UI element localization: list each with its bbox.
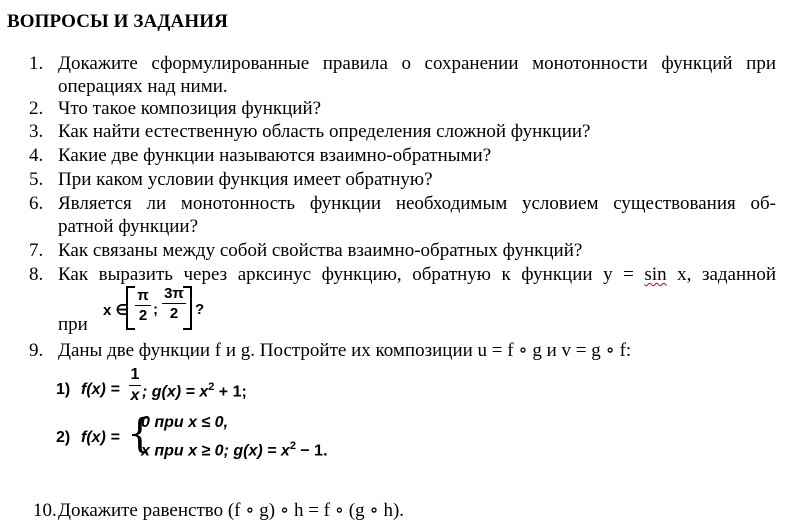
left-bracket xyxy=(126,286,135,330)
case-1: 0 при x ≤ 0, xyxy=(141,414,229,431)
item-text-line1: Является ли монотонность функции необходимым условием существования об- xyxy=(58,193,776,214)
sin-word: sin xyxy=(644,264,667,285)
item-number: 9. xyxy=(29,340,44,361)
f-def: f(x) = xyxy=(81,429,120,446)
item-number: 10. xyxy=(33,500,57,521)
g-def: ; $g(x) = x^2 + 1$; xyxy=(142,381,247,401)
item-number: 8. xyxy=(29,264,44,285)
f-def: f(x) = xyxy=(81,381,120,398)
item-number: 1. xyxy=(29,53,44,74)
item-number: 2. xyxy=(29,98,44,119)
item-text-line2: операциях над ними. xyxy=(58,76,228,97)
item-number: 6. xyxy=(29,193,44,214)
item-text-line1: Докажите сформулированные правила о сохранении монотонности функций при xyxy=(58,53,776,74)
item-number: 3. xyxy=(29,121,44,142)
item-text: Что такое композиция функций? xyxy=(58,98,322,119)
right-bracket xyxy=(183,286,192,330)
item-text: Какие две функции называются взаимно-обратными? xyxy=(58,145,492,166)
subitem-label: 2) xyxy=(56,429,71,446)
item-number: 7. xyxy=(29,240,44,261)
case-2: x при x ≥ 0; $g(x) = x^2 - 1$. xyxy=(141,440,328,460)
fraction-3pi-over-2: 3π 2 xyxy=(162,285,186,322)
curly-brace: { xyxy=(127,411,153,457)
section-heading: ВОПРОСЫ И ЗАДАНИЯ xyxy=(7,11,228,32)
separator: ; xyxy=(153,301,158,318)
fraction-1-over-x: 1 x xyxy=(130,366,140,404)
item-text: Как найти естественную область определения сложной функции? xyxy=(58,121,591,142)
x-in-symbol: x ∈ xyxy=(103,302,129,319)
fraction-pi-over-2: π 2 xyxy=(135,287,151,324)
item-text-line2: ратной функции? xyxy=(58,216,199,237)
item-text: При каком условии функция имеет обратную? xyxy=(58,169,433,190)
item-text-line1: Как выразить через арксинус функцию, обратную к функции y = sin x, заданной xyxy=(58,264,776,285)
question-mark: ? xyxy=(195,301,205,318)
item-text: Докажите равенство (f ∘ g) ∘ h = f ∘ (g ∘ h). xyxy=(58,500,405,521)
item-text: Даны две функции f и g. Постройте их композиции u = f ∘ g и v = g ∘ f: xyxy=(58,340,632,361)
item-number: 4. xyxy=(29,145,44,166)
item-text-line2: при xyxy=(58,314,88,335)
item-number: 5. xyxy=(29,169,44,190)
item-text: Как связаны между собой свойства взаимно-обратных функций? xyxy=(58,240,583,261)
subitem-label: 1) xyxy=(56,381,71,398)
